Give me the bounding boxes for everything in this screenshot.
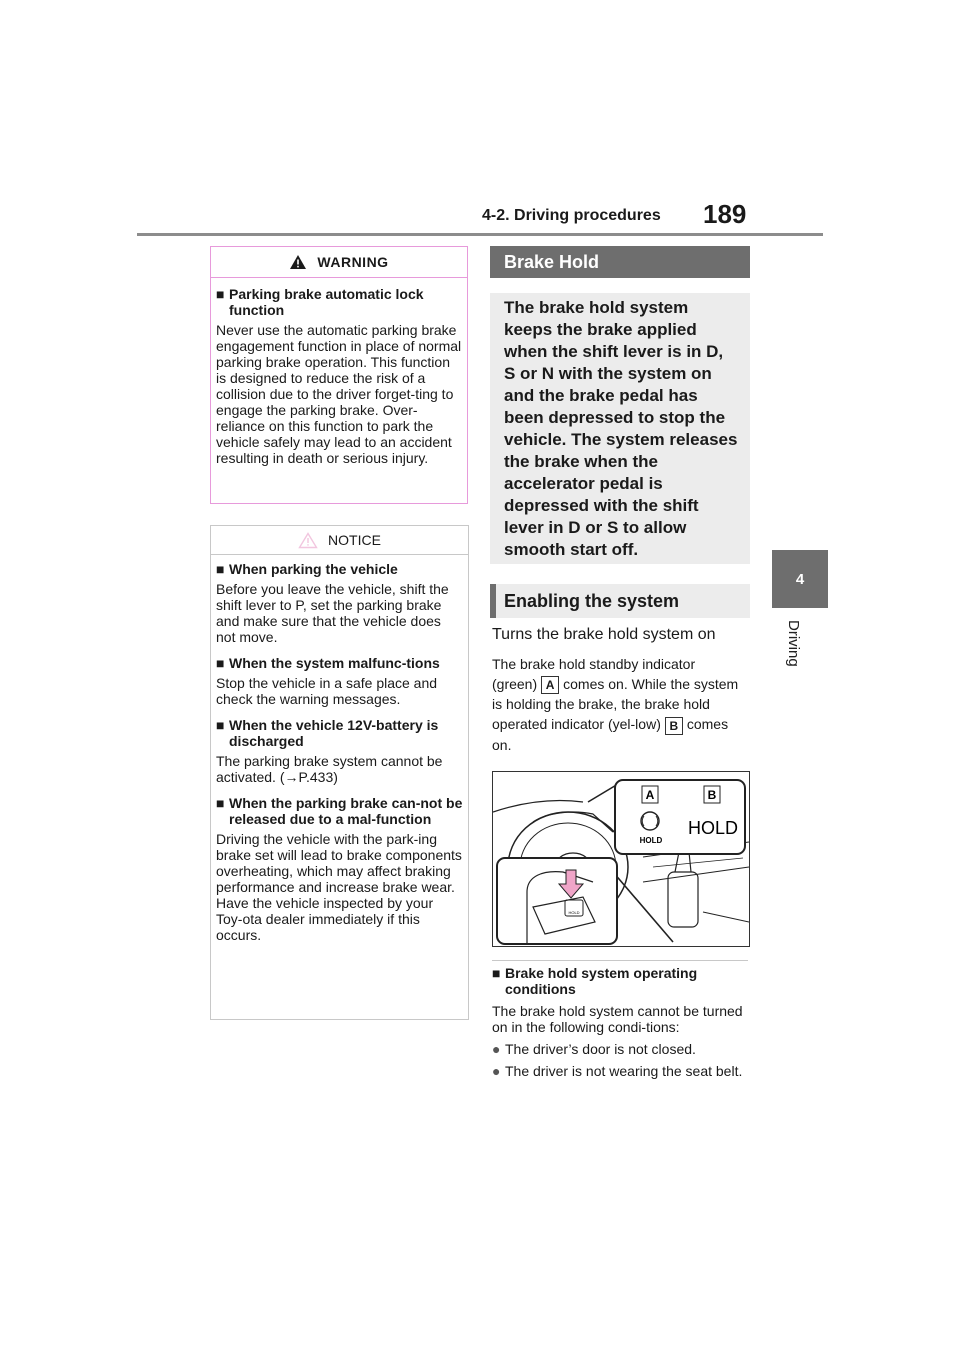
list-item: ● The driver is not wearing the seat belt. xyxy=(492,1063,743,1079)
warning-title: WARNING xyxy=(317,254,389,270)
warning-triangle-icon xyxy=(289,254,307,270)
notice-header xyxy=(211,526,468,555)
chapter-label: Driving xyxy=(785,620,802,667)
bullet-icon: ● xyxy=(492,1063,501,1079)
notice-item-heading: ■ When the system malfunc-tions xyxy=(216,655,440,671)
brake-hold-illustration xyxy=(492,771,750,947)
caution-triangle-icon xyxy=(298,532,318,549)
enabling-heading: Enabling the system xyxy=(490,584,750,618)
section-divider xyxy=(492,960,748,961)
instruction-text: Turns the brake hold system on xyxy=(492,626,716,643)
notice-item-heading: ■ When the parking brake can-not be released due to a mal-function xyxy=(216,795,463,827)
hold-indicator-large: HOLD xyxy=(687,818,739,838)
cockpit-illustration xyxy=(493,772,749,946)
notice-item-text: The parking brake system cannot be activated. (→P.433) xyxy=(216,753,443,785)
page-number: 189 xyxy=(703,199,747,229)
conditions-section xyxy=(492,965,748,1079)
warning-box xyxy=(210,246,468,504)
warning-item-text: Never use the automatic parking brake engagement function in place of normal parking brake operation. This function is designed to reduce the risk of a collision due to the driver forget-ting to engage the parking brake. Over-reliance on this function to park the vehicle safely may lead to an accident resulting in death or serious injury. xyxy=(216,322,462,466)
notice-item-text: Stop the vehicle in a safe place and check the warning messages. xyxy=(216,675,438,707)
notice-item-text: Before you leave the vehicle, shift the shift lever to P, set the parking brake and make sure that the vehicle does not move. xyxy=(216,581,449,645)
chapter-tab[interactable]: 4 xyxy=(772,550,828,608)
notice-item-text: Driving the vehicle with the park-ing brake set will lead to brake components overheating, which may affect braking performance and increase brake wear. Have the vehicle inspected by your Toy-ota dealer immediately if this occurs. xyxy=(216,831,462,943)
switch-hold-text: HOLD xyxy=(568,910,580,915)
hold-indicator-small: HOLD xyxy=(639,836,663,845)
warning-item-heading: ■ Parking brake automatic lock function xyxy=(216,286,424,318)
conditions-heading: ■ Brake hold system operating conditions xyxy=(492,965,698,997)
callout-label-a: A xyxy=(645,788,655,802)
label-a-keycap: A xyxy=(541,676,559,694)
section-title: 4-2. Driving procedures xyxy=(482,207,661,224)
brake-hold-title: Brake Hold xyxy=(490,246,750,278)
list-item: ● The driver’s door is not closed. xyxy=(492,1041,696,1057)
conditions-intro: The brake hold system cannot be turned on in the following condi-tions: xyxy=(492,1003,743,1035)
label-b-keycap: B xyxy=(665,717,683,735)
callout-label-b: B xyxy=(707,788,717,802)
square-icon: ■ xyxy=(216,286,225,302)
warning-header xyxy=(211,247,467,278)
brake-hold-summary: The brake hold system keeps the brake applied when the shift lever is in D, S or N with the system on and the brake pedal has been depressed to stop the vehicle. The system releases the brake when the accelerator pedal is depressed with the shift lever in D or S to allow smooth start off. xyxy=(490,293,750,564)
notice-item-heading: ■ When the vehicle 12V-battery is discharged xyxy=(216,717,439,749)
header-divider xyxy=(137,233,823,236)
notice-box xyxy=(210,525,469,1020)
page-header xyxy=(0,0,960,236)
indicator-description: The brake hold standby indicator (green) A comes on. While the system is holding the brake, the brake hold operated indicator (yel-low) B comes on. xyxy=(492,656,739,753)
notice-item-heading: ■ When parking the vehicle xyxy=(216,561,398,577)
notice-title: NOTICE xyxy=(328,532,381,548)
bullet-icon: ● xyxy=(492,1041,501,1057)
